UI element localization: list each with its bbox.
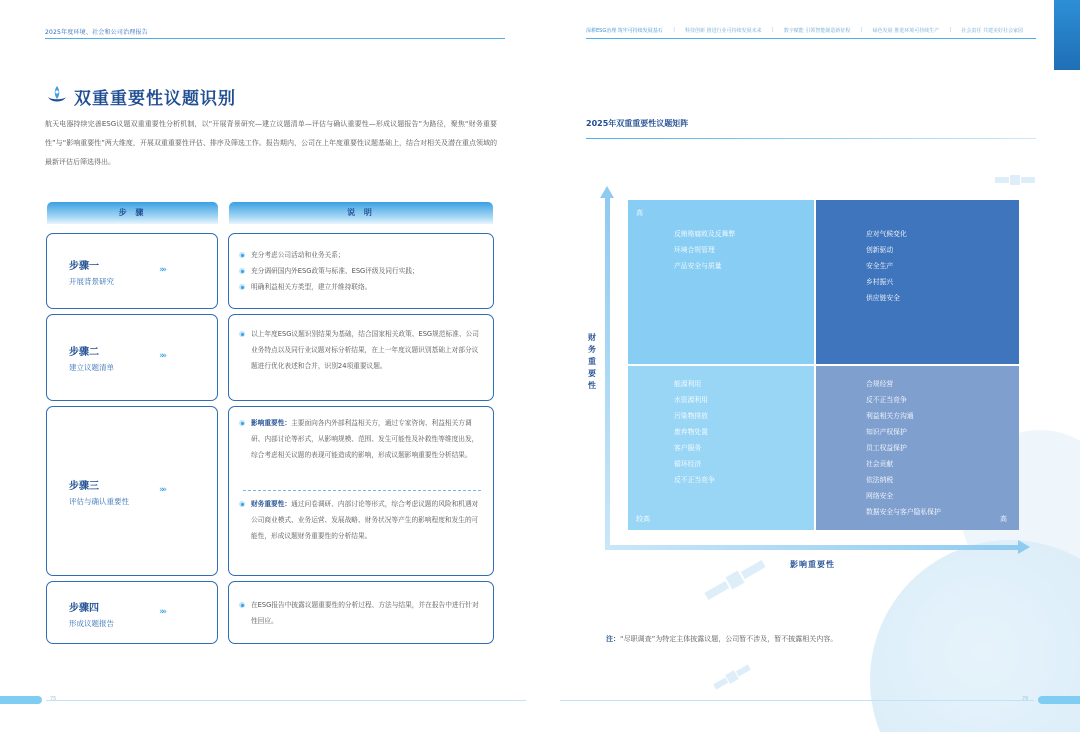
topic-item: 创新驱动 [866,246,894,254]
header-nav [586,27,1023,34]
quadrant-bottom-right [816,366,1019,530]
bullet-dot-icon [239,284,245,290]
description-bullet: 充分考虑公司活动和业务关系； [251,247,481,263]
y-axis [605,196,610,548]
bullet-dot-icon [239,268,245,274]
topic-item: 网络安全 [866,492,894,500]
page-title: 双重重要性议题识别 [74,89,236,109]
topic-item: 反不正当竞争 [866,396,907,404]
step-name: 评估与确认重要性 [69,497,129,506]
topic-item: 废弃物处置 [674,428,708,436]
header-divider [45,38,505,39]
topic-item: 客户服务 [674,444,702,452]
step-card [46,314,218,401]
triple-chevron-icon: »» [159,351,165,361]
quadrant-bottom-left [628,366,814,530]
page-corner-tab [1054,0,1080,70]
quadrant-top-left [628,200,814,364]
report-header-title: 2025年度环境、社会和公司治理报告 [45,29,148,36]
step-title: 步骤四 [69,603,99,614]
description-bullet: 在ESG报告中披露议题重要性的分析过程、方法与结果，并在报告中进行针对性回应。 [251,597,481,629]
axis-high-label: 高 [1000,515,1007,523]
satellite-icon [700,555,770,605]
bullet-dot-icon [239,501,245,507]
step-name: 开展背景研究 [69,277,114,286]
topic-list [674,376,715,488]
dashed-divider [243,490,481,491]
topic-item: 员工权益保护 [866,444,907,452]
topic-item: 反不正当竞争 [674,476,715,484]
financial-materiality-bullet: 财务重要性：通过问卷调研、内部讨论等形式，综合考虑议题的风险和机遇对公司商业模式、业务运营、发展战略、财务状况等产生的影响程度和发生的可能性，形成议题财务重要性的分析结果。 [251,496,481,544]
topic-list [674,226,735,274]
topic-item: 社会贡献 [866,460,894,468]
topic-item: 反贿赂腐败及反舞弊 [674,230,736,238]
topic-item: 水资源利用 [674,396,708,404]
footer-divider [46,700,526,701]
description-bullet: 以上年度ESG议题识别结果为基础，结合国家相关政策、ESG规范标准、公司业务特点以及同行业议题对标分析结果，在上一年度议题识别基础上对部分议题进行优化表述和合并，识别24项重要议题。 [251,326,481,374]
step-name: 形成议题报告 [69,619,114,628]
nav-separator-icon: ❘ [859,27,864,33]
topic-item: 依法纳税 [866,476,894,484]
topic-item: 知识产权保护 [866,428,907,436]
step-name: 建立议题清单 [69,363,114,372]
step-description-card [228,581,494,644]
footer-accent-bar [0,696,42,704]
topic-item: 产品安全与质量 [674,262,722,270]
header-nav-item[interactable]: 绿色发展 推进环境可持续生产 [872,28,940,34]
triple-chevron-icon: »» [159,485,165,495]
step-description-card [228,314,494,401]
description-bullet: 明确利益相关方类型，建立并维持联络。 [251,279,481,295]
page-number-right: 76 [1022,696,1029,702]
footer-accent-bar [1038,696,1080,704]
bullet-dot-icon [239,252,245,258]
x-axis-label: 影响重要性 [790,560,835,569]
step-title: 步骤一 [69,261,99,272]
topic-item: 能源利用 [674,380,702,388]
bullet-dot-icon [239,331,245,337]
topic-item: 合规经营 [866,380,894,388]
satellite-icon [712,662,752,692]
axis-high-label: 高 [636,209,643,217]
step-card [46,406,218,576]
topic-list [866,376,941,520]
triple-chevron-icon: »» [159,265,165,275]
impact-materiality-bullet: 影响重要性：主要面向各内外部利益相关方，通过专家咨询、利益相关方调研、内部讨论等形式，从影响规模、范围、发生可能性及补救性等维度出发，综合考虑相关议题的表现可能造成的影响，形成议题影响重要性分析结果。 [251,415,481,463]
y-axis-label: 财务重要性 [588,333,596,390]
topic-item: 污染物排放 [674,412,708,420]
matrix-title-divider [586,138,1036,139]
step-description-card [228,233,494,309]
triple-chevron-icon: »» [159,607,165,617]
topic-list [866,226,907,306]
header-nav-item[interactable]: 科技创新 推进行业可持续发展未来 [685,28,762,34]
nav-separator-icon: ❘ [948,27,953,33]
header-nav-item[interactable]: 社会责任 共建美好社会家园 [961,28,1023,34]
topic-item: 环境合规管理 [674,246,715,254]
table-header-steps: 步 骤 [47,202,218,224]
topic-item: 数据安全与客户隐私保护 [866,508,941,516]
nav-separator-icon: ❘ [671,27,677,33]
intro-paragraph: 航天电器持续完善ESG议题双重重要性分析机制，以“开展背景研究—建立议题清单—评估与确认重要性—形成议题报告”为路径，聚焦“财务重要性”与“影响重要性”两大维度，开展双重重要性评估、排序及筛选工作。报告期内，公司在上年度重要性议题基础上，结合对相关及潜在重点领域的最新评估后筛选得出。 [45,120,497,166]
table-header-description: 说 明 [229,202,493,224]
step-description-card [228,406,494,576]
step-title: 步骤二 [69,347,99,358]
topic-item: 安全生产 [866,262,894,270]
topic-item: 供应链安全 [866,294,900,302]
step-title: 步骤三 [69,481,99,492]
bullet-dot-icon [239,420,245,426]
nav-separator-icon: ❘ [770,27,775,33]
x-axis [605,545,1020,550]
header-nav-item[interactable]: 数字赋能 引领智能制造新征程 [783,28,851,34]
quadrant-top-right [816,200,1019,364]
rocket-logo-icon [46,84,68,106]
step-card [46,233,218,309]
bullet-dot-icon [239,602,245,608]
axis-low-label: 较高 [636,515,650,523]
topic-item: 利益相关方沟通 [866,412,914,420]
topic-item: 应对气候变化 [866,230,907,238]
matrix-title: 2025年双重重要性议题矩阵 [586,119,689,128]
description-bullet: 充分调研国内外ESG政策与标准、ESG评级及同行实践； [251,263,481,279]
header-nav-item[interactable]: 深耕ESG治理 筑牢可持续发展基石 [586,28,663,34]
footnote: 注：“尽职调查”为特定主体披露议题，公司暂不涉及，暂不披露相关内容。 [606,635,838,643]
step-card [46,581,218,644]
satellite-icon [995,165,1035,195]
topic-item: 循环经济 [674,460,702,468]
header-divider [586,38,1036,39]
page-number-left: 75 [50,696,57,702]
x-axis-arrow-icon [1018,540,1030,554]
footer-divider [560,700,1034,701]
topic-item: 乡村振兴 [866,278,894,286]
